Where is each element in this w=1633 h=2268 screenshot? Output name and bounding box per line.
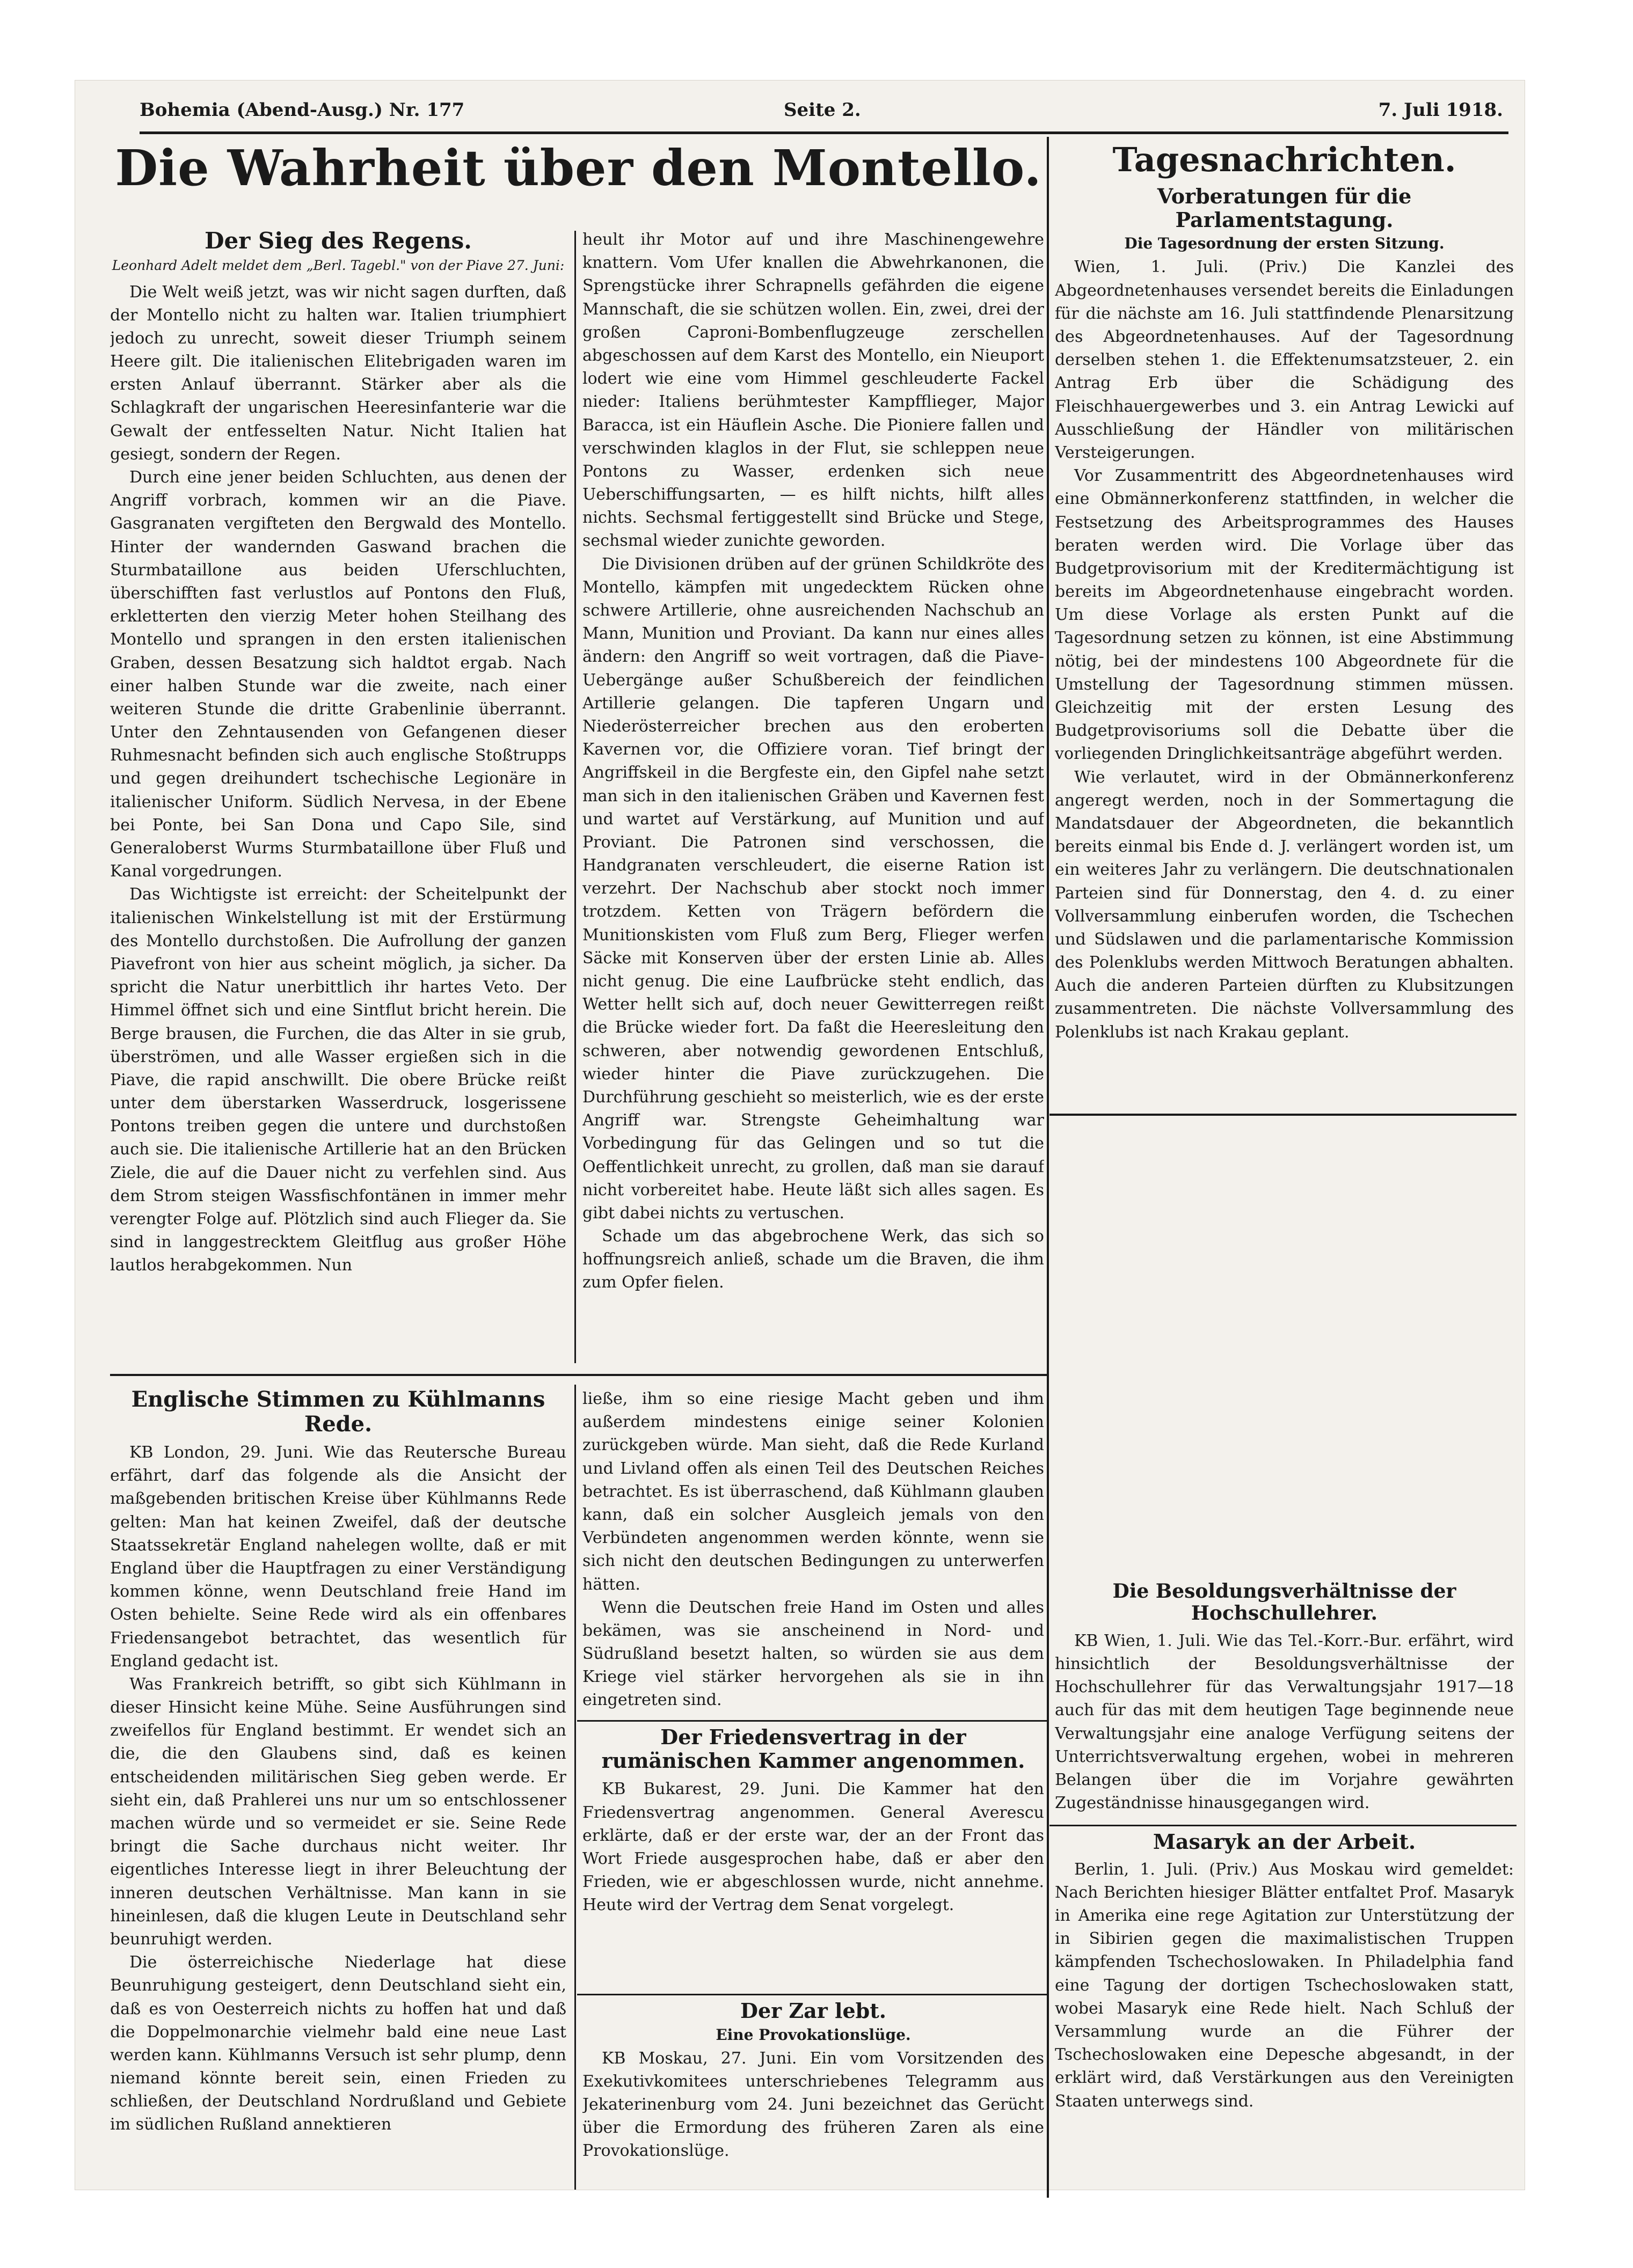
tages-paragraph: Wien, 1. Juli. (Priv.) Die Kanzlei des Abgeordnetenhauses versendet bereits die Einladungen für die nächste am 16. Juli stattfindende Plenarsitzung des Abgeordnetenhauses. Auf der Tagesordnung derselben stehen 1. die Effektenumsatzsteuer, 2. ein Antrag Erb über die Schädigung des Fleischhauergewerbes und 3. ein Antrag Lewicki auf Ausschließung der Händler von militärischen Versteigerungen.	[1055, 258, 1514, 462]
masaryk-headline: Masaryk an der Arbeit.	[1153, 1830, 1416, 1854]
besoldung-article	[1055, 1581, 1514, 1822]
column-rule-main	[1047, 137, 1049, 2198]
besoldung-headline: Die Besoldungsverhältnisse der Hochschullehrer.	[1112, 1581, 1456, 1625]
tages-smallhead: Die Tagesordnung der ersten Sitzung.	[1124, 235, 1445, 253]
header-rule	[140, 131, 1508, 134]
englisch-column-1	[110, 1387, 566, 2190]
montello-column-2	[582, 228, 1044, 1366]
englisch-headline: Englische Stimmen zu Kühlmanns Rede.	[131, 1387, 545, 1437]
englisch-paragraph: Die österreichische Niederlage hat diese Beunruhigung gesteigert, denn Deutschland sieht ein, daß es von Oesterreich nichts zu hoffen hat und daß die Doppelmonarchie vielmehr bald eine neue Last werden kann. Kühlmanns Versuch ist sehr plump, denn niemand könnte bereit sein, einen Frieden zu schließen, der Deutschland Nordrußland und Gebiete im südlichen Rußland annektieren	[110, 1953, 566, 2134]
section-rule-tages-bottom	[1049, 1114, 1517, 1116]
tages-column	[1055, 142, 1514, 1108]
montello-headline: Die Wahrheit über den Montello.	[115, 142, 1042, 197]
englisch-paragraph: KB London, 29. Juni. Wie das Reutersche Bureau erfährt, darf das folgende als die Ansicht der maßgebenden britischen Kreise über Kühlmanns Rede gelten: Man hat keinen Zweifel, daß der deutsche Staatssekretär England nahelegen wollte, daß er mit England über die Hauptfragen zu einer Verständigung kommen könne, wenn Deutschland freie Hand im Osten behielte. Seine Rede wird als ein offenbares Friedensangebot betrachtet, das wesentlich für England gedacht ist.	[110, 1443, 566, 1671]
englisch-paragraph: Wenn die Deutschen freie Hand im Osten und alles bekämen, was sie anscheinend in Nord- und Südrußland besetzt halten, so würden sie aus dem Kriege viel stärker hervorgehen als sie in ihn eingetreten sind.	[582, 1598, 1044, 1710]
masaryk-article	[1055, 1830, 1514, 2190]
englisch-paragraph: Was Frankreich betrifft, so gibt sich Kühlmann in dieser Hinsicht keine Mühe. Seine Ausführungen sind zweifellos für England bestimmt. Er wendet sich an die, die den Glaubens sind, daß es keinen entscheidenden militärischen Sieg geben werde. Er sieht ein, daß Prahlerei uns nur um so entschlossener machen würde und so vermeidet er sie. Seine Rede bringt die Sache durchaus nicht weiter. Ihr eigentliches Interesse liegt in ihrer Beleuchtung der inneren deutschen Verhältnisse. Man kann in sie hineinlesen, daß die klugen Leute in Deutschland sehr beunruhigt werden.	[110, 1674, 566, 1949]
tages-paragraph: Wie verlautet, wird in der Obmännerkonferenz angeregt werden, noch in der Sommertagung die Mandatsdauer der Abgeordneten, die bekanntlich bereits einmal bis Ende d. J. verlängert worden ist, um ein weiteres Jahr zu verlängern. Die deutschnationalen Parteien sind für Donnerstag, den 4. d. zu einer Vollversammlung einberufen worden, die Tschechen und Südslawen und die parlamentarische Kommission des Polenklubs werden Mittwoch Beratungen abhalten. Auch die anderen Parteien dürften zu Klubsitzungen zusammentreten. Die nächste Vollversammlung des Polenklubs ist nach Krakau geplant.	[1055, 767, 1514, 1042]
montello-paragraph: Schade um das abgebrochene Werk, das sich so hoffnungsreich anließ, schade um die Braven, die ihm zum Opfer fielen.	[582, 1227, 1044, 1292]
tages-headline: Tagesnachrichten.	[1112, 142, 1456, 179]
section-rule-zar-top	[577, 1994, 1047, 1995]
montello-headline-block	[110, 142, 1047, 220]
page-header	[140, 99, 1503, 131]
column-rule-montello	[574, 231, 576, 1363]
frieden-paragraph: KB Bukarest, 29. Juni. Die Kammer hat den Friedensvertrag angenommen. General Averescu erklärte, daß er der erste war, der an der Front das Wort Friede ausgesprochen habe, daß er aber den Frieden, wie er abgeschlossen wurde, nicht annehme. Heute wird der Vertrag dem Senat vorgelegt.	[582, 1780, 1044, 1915]
section-rule-montello-bottom	[110, 1374, 1047, 1376]
column-rule-englisch	[574, 1385, 576, 2190]
besoldung-paragraph: KB Wien, 1. Juli. Wie das Tel.-Korr.-Bur. erfährt, wird hinsichtlich der Besoldungsverhältnisse der Hochschullehrer für das Verwaltungsjahr 1917—18 auch für das mit dem heutigen Tage beginnende neue Verwaltungsjahr eine analoge Verfügung seitens der Unterrichtsverwaltung ergehen, wobei in mehreren Belangen über die im Vorjahre gewährten Zugeständnisse hinausgegangen wird.	[1055, 1631, 1514, 1813]
header-date: 7. Juli 1918.	[1378, 99, 1503, 121]
zar-paragraph: KB Moskau, 27. Juni. Ein vom Vorsitzenden des Exekutivkomitees unterschriebenes Telegramm aus Jekaterinenburg vom 24. Juni bezeichnet das Gerücht über die Ermordung des früheren Zaren als eine Provokationslüge.	[582, 2048, 1044, 2161]
zar-smallhead: Eine Provokationslüge.	[716, 2025, 911, 2044]
masaryk-paragraph: Berlin, 1. Juli. (Priv.) Aus Moskau wird gemeldet: Nach Berichten hiesiger Blätter entfaltet Prof. Masaryk in Amerika eine rege Agitation zur Unterstützung der in Sibirien gegen die maximalistischen Truppen kämpfenden Tschechoslowaken. In Philadelphia fand eine Tagung der dortigen Tschechoslowaken statt, wobei Masaryk eine Rede hielt. Nach Schluß der Versammlung wurde an die Führer der Tschechoslowaken eine Depesche abgesandt, in der erklärt wird, daß Verstärkungen aus den Vereinigten Staaten unterwegs sind.	[1055, 1860, 1514, 2111]
frieden-article	[582, 1725, 1044, 1991]
zar-article	[582, 1999, 1044, 2190]
englisch-paragraph: ließe, ihm so eine riesige Macht geben und ihm außerdem mindestens einige seiner Kolonien zurückgeben würde. Man sieht, daß die Rede Kurland und Livland offen als einen Teil des Deutschen Reiches betrachtet. Es ist überraschend, daß Kühlmann glauben kann, daß ein solcher Ausgleich jemals von den Verbündeten angenommen werden könnte, wenn sie sich nicht den deutschen Bedingungen zu unterwerfen hätten.	[582, 1389, 1044, 1594]
montello-byline: Leonhard Adelt meldet dem „Berl. Tagebl." von der Piave 27. Juni:	[112, 258, 565, 274]
montello-paragraph: heult ihr Motor auf und ihre Maschinengewehre knattern. Vom Ufer knallen die Abwehrkanonen, die Sprengstücke ihrer Schrapnells gefährden die eigene Mannschaft, die sie schützen wollen. Ein, zwei, drei der großen Caproni-Bombenflugzeuge zerschellen abgeschossen auf dem Karst des Montello, ein Nieuport lodert wie eine vom Himmel geschleuderte Fackel nieder: Italiens berühmtester Kampfflieger, Major Baracca, ist ein Häuflein Asche. Die Pioniere fallen und verschwinden klaglos in der Flut, sie schleppen neue Pontons zu Wasser, erdenken sich neue Ueberschiffungsarten, — es hilft nichts, hilft alles nichts. Sechsmal fertiggestellt sind Brücke und Stege, sechsmal wieder zunichte geworden.	[582, 230, 1044, 551]
montello-paragraph: Die Divisionen drüben auf der grünen Schildkröte des Montello, kämpfen mit ungedecktem Rücken ohne schwere Artillerie, ohne ausreichenden Nachschub an Mann, Munition und Proviant. Da kann nur eines alles ändern: den Angriff so weit vortragen, daß die Piave-Uebergänge außer Schußbereich der feindlichen Artillerie gelangen. Die tapferen Ungarn und Niederösterreicher brechen aus den eroberten Kavernen vor, die Offiziere voran. Tief bringt der Angriffskeil in die Bergfeste ein, den Gipfel nahe setzt man sich in den italienischen Gräben und Kavernen fest und wartet auf Verstärkung, auf Munition und auf Proviant. Die Patronen sind verschossen, die Handgranaten verschleudert, die eiserne Ration ist verzehrt. Der Nachschub aber stockt noch immer trotzdem. Ketten von Trägern befördern die Munitionskisten vom Fluß zum Berg, Flieger werfen Säcke mit Konserven über der ersten Linie ab. Alles nicht genug. Die eine Laufbrücke steht endlich, das Wetter hellt sich auf, doch neuer Gewitterregen reißt die Brücke wieder fort. Da faßt die Heeresleitung den schweren, aber notwendig gewordenen Entschluß, wieder hinter die Piave zurückzugehen. Die Durchführung geschieht so meisterlich, wie es der erste Angriff war. Strengste Geheimhaltung war Vorbedingung für das Gelingen und so tut die Oeffentlichkeit unrecht, zu grollen, daß man sie darauf nicht vorbereitet habe. Heute läßt sich alles sagen. Es gibt dabei nichts zu vertuschen.	[582, 554, 1044, 1223]
frieden-headline: Der Friedensvertrag in der rumänischen Kammer angenommen.	[601, 1725, 1025, 1773]
montello-column-1	[110, 228, 566, 1366]
tages-paragraph: Vor Zusammentritt des Abgeordnetenhauses wird eine Obmännerkonferenz stattfinden, in welcher die Festsetzung des Arbeitsprogrammes des Hauses beraten werden wird. Die Vorlage über das Budgetprovisorium mit der Kreditermächtigung ist bereits im Abgeordnetenhause eingebracht worden. Um diese Vorlage als ersten Punkt auf die Tagesordnung setzen zu können, ist eine Abstimmung nötig, bei der mindestens 100 Abgeordnete für die Umstellung der Tagesordnung stimmen müssen. Gleichzeitig mit der ersten Lesung des Budgetprovisoriums soll die Debatte über die vorliegenden Dringlichkeitsanträge abgeführt werden.	[1055, 466, 1514, 764]
section-rule-masaryk-top	[1049, 1825, 1517, 1826]
header-page-number: Seite 2.	[784, 99, 861, 121]
montello-subheadline: Der Sieg des Regens.	[205, 228, 472, 254]
section-rule-frieden-top	[577, 1720, 1047, 1722]
montello-paragraph: Durch eine jener beiden Schluchten, aus denen der Angriff vorbrach, kommen wir an die Piave. Gasgranaten vergifteten den Bergwald des Montello. Hinter der wandernden Gaswand brachen die Sturmbataillone aus beiden Uferschluchten, überschifften fast verlustlos auf Pontons den Fluß, erkletterten den vierzig Meter hohen Steilhang des Montello und sprangen in den ersten italienischen Graben, dessen Besatzung sich haldtot ergab. Nach einer halben Stunde war die zweite, nach einer weiteren Stunde die dritte Grabenlinie überrannt. Unter den Zehntausenden von Gefangenen dieser Ruhmesnacht befinden sich auch englische Stoßtrupps und gegen dreihundert tschechische Legionäre in italienischer Uniform. Südlich Nervesa, in der Ebene bei Ponte, bei San Dona und Capo Sile, sind Generaloberst Wurms Sturmbataillone über Fluß und Kanal vorgedrungen.	[110, 468, 566, 881]
header-publication: Bohemia (Abend-Ausg.) Nr. 177	[140, 99, 465, 121]
montello-paragraph: Das Wichtigste ist erreicht: der Scheitelpunkt der italienischen Winkelstellung ist mit der Erstürmung des Montello durchstoßen. Die Aufrollung der ganzen Piavefront von hier aus scheint möglich, ja sicher. Da spricht die Natur unerbittlich ihr hartes Veto. Der Himmel öffnet sich und eine Sintflut bricht herein. Die Berge brausen, die Furchen, die das Alter in sie grub, überströmen, und alle Wasser ergießen sich in die Piave, die rapid anschwillt. Die obere Brücke reißt unter dem überstarken Wasserdruck, losgerissene Pontons treiben gegen die untere und durchstoßen auch sie. Die italienische Artillerie hat an den Brücken Ziele, die auf die Dauer nicht zu verfehlen sind. Aus dem Strom steigen Wassfischfontänen in immer mehr verengter Folge auf. Plötzlich sind auch Flieger da. Sie sind in langgestrecktem Gleitflug aus großer Höhe lautlos herabgekommen. Nun	[110, 885, 566, 1275]
tages-subheadline: Vorberatungen für die Parlamentstagung.	[1157, 184, 1412, 232]
montello-paragraph: Die Welt weiß jetzt, was wir nicht sagen durften, daß der Montello nicht zu halten war. Italien triumphiert jedoch zu unrecht, soweit dieser Triumph seinem Heere gilt. Die italienischen Elitebrigaden waren im ersten Anlauf überrannt. Stärker aber als die Schlagkraft der ungarischen Heeresinfanterie war die Gewalt der entfesselten Natur. Nicht Italien hat gesiegt, sondern der Regen.	[110, 282, 566, 464]
zar-headline: Der Zar lebt.	[740, 1999, 886, 2023]
englisch-column-2	[582, 1387, 1044, 1717]
